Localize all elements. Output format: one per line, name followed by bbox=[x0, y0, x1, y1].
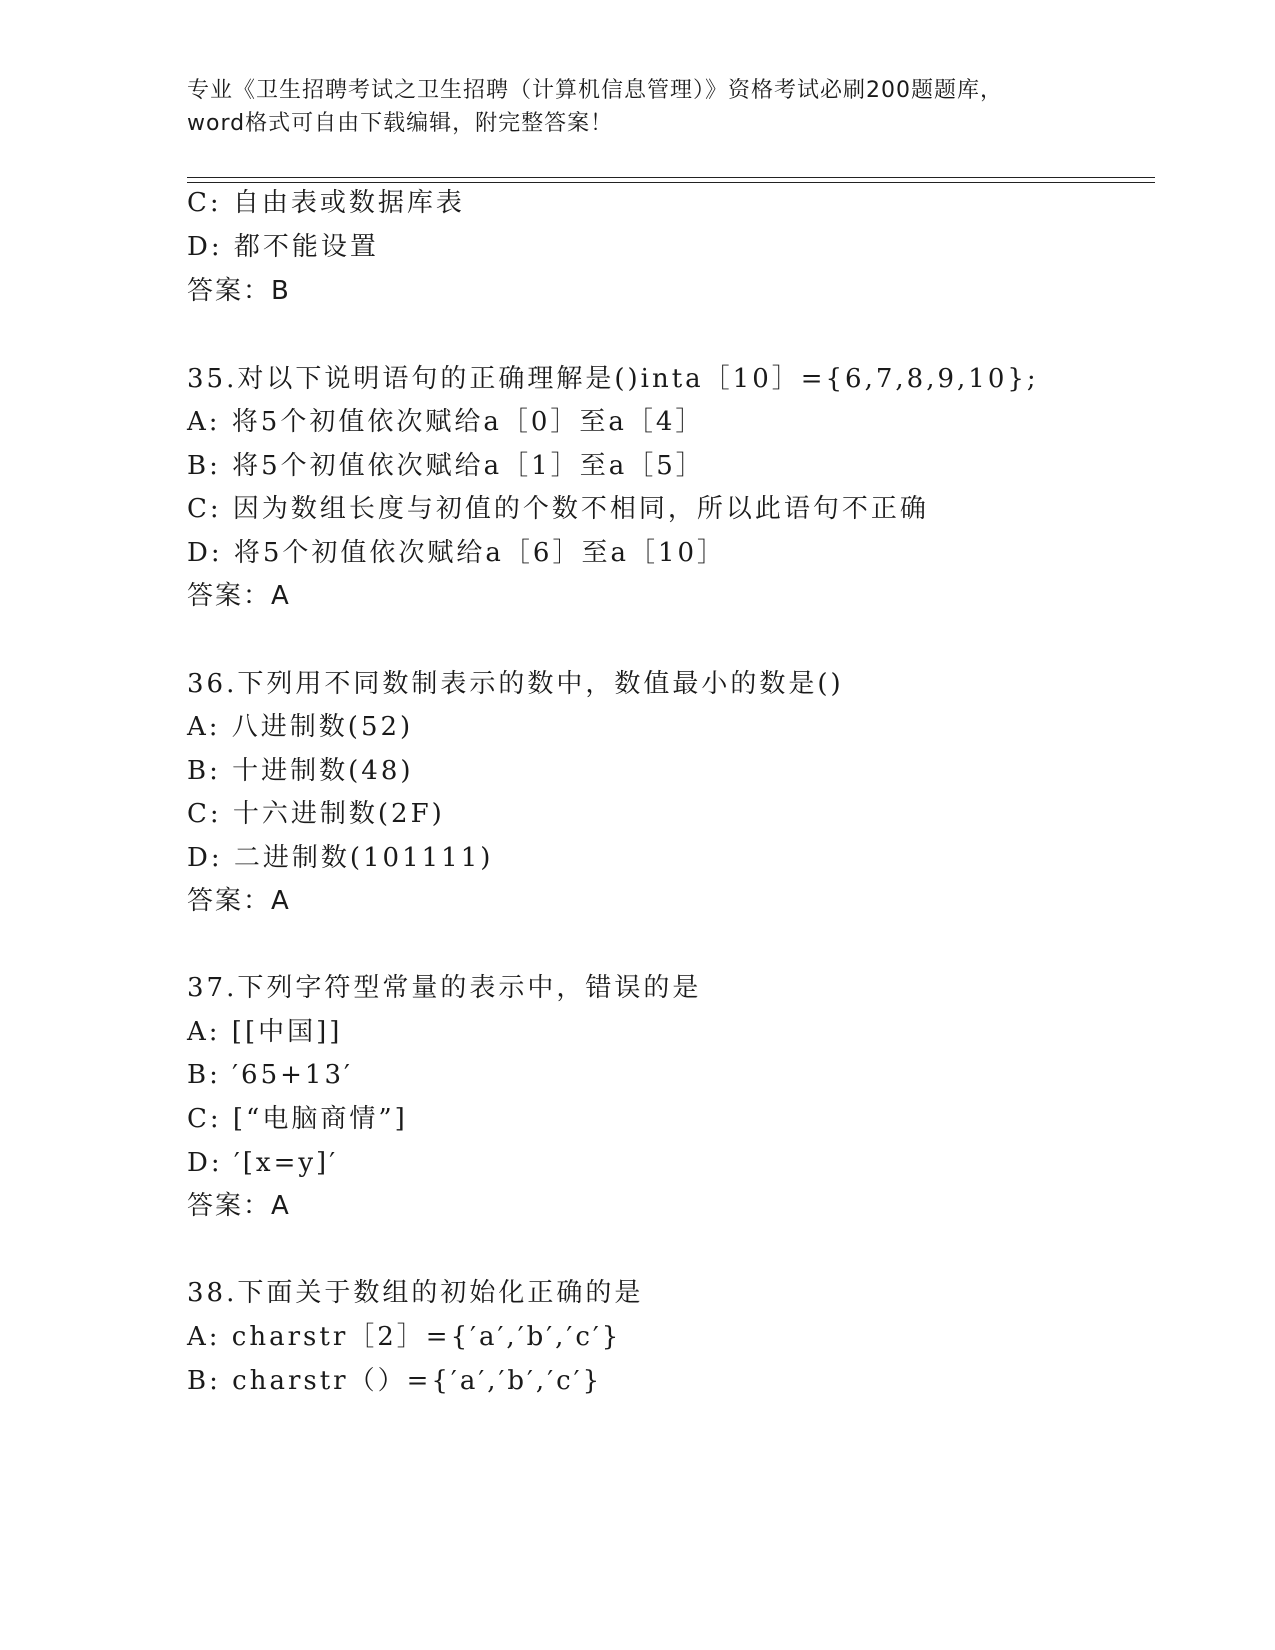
q36-option-a: A: 八进制数(52) bbox=[187, 712, 414, 742]
header-divider-bottom bbox=[187, 182, 1155, 183]
q34-option-c: C: 自由表或数据库表 bbox=[187, 188, 465, 218]
document-header bbox=[187, 74, 1087, 140]
q36-option-d: D: 二进制数(101111) bbox=[187, 843, 494, 873]
q34-option-d: D: 都不能设置 bbox=[187, 232, 379, 262]
q35-question: 35.对以下说明语句的正确理解是()inta［10］={6,7,8,9,10}; bbox=[187, 364, 1039, 394]
q35-option-b: B: 将5个初值依次赋给a［1］至a［5］ bbox=[187, 451, 705, 481]
q37-option-a: A: [[中国]] bbox=[187, 1017, 343, 1047]
q38-option-a: A: charstr［2］={′a′,′b′,′c′} bbox=[187, 1322, 622, 1352]
q37-answer: 答案：A bbox=[187, 1191, 291, 1221]
q38-question: 38.下面关于数组的初始化正确的是 bbox=[187, 1278, 644, 1308]
q37-option-c: C: [“电脑商情”] bbox=[187, 1104, 408, 1134]
q36-question: 36.下列用不同数制表示的数中，数值最小的数是() bbox=[187, 669, 844, 699]
q35-option-d: D: 将5个初值依次赋给a［6］至a［10］ bbox=[187, 538, 727, 568]
q36-answer: 答案：A bbox=[187, 886, 291, 916]
q37-option-d: D: ′[x=y]′ bbox=[187, 1148, 339, 1178]
q34-answer: 答案：B bbox=[187, 276, 291, 306]
header-divider-top bbox=[187, 177, 1155, 178]
q37-option-b: B: ′65+13′ bbox=[187, 1060, 353, 1090]
q35-option-a: A: 将5个初值依次赋给a［0］至a［4］ bbox=[187, 407, 705, 437]
header-title-line-1: 专业《卫生招聘考试之卫生招聘（计算机信息管理）》资格考试必刷200题题库， bbox=[187, 78, 1003, 103]
q36-option-c: C: 十六进制数(2F) bbox=[187, 799, 445, 829]
q35-answer: 答案：A bbox=[187, 581, 291, 611]
q38-option-b: B: charstr（）={′a′,′b′,′c′} bbox=[187, 1366, 603, 1396]
q36-option-b: B: 十进制数(48) bbox=[187, 756, 414, 786]
q35-option-c: C: 因为数组长度与初值的个数不相同，所以此语句不正确 bbox=[187, 494, 929, 524]
q37-question: 37.下列字符型常量的表示中，错误的是 bbox=[187, 973, 702, 1003]
header-title-line-2: word格式可自由下载编辑，附完整答案！ bbox=[187, 111, 614, 136]
